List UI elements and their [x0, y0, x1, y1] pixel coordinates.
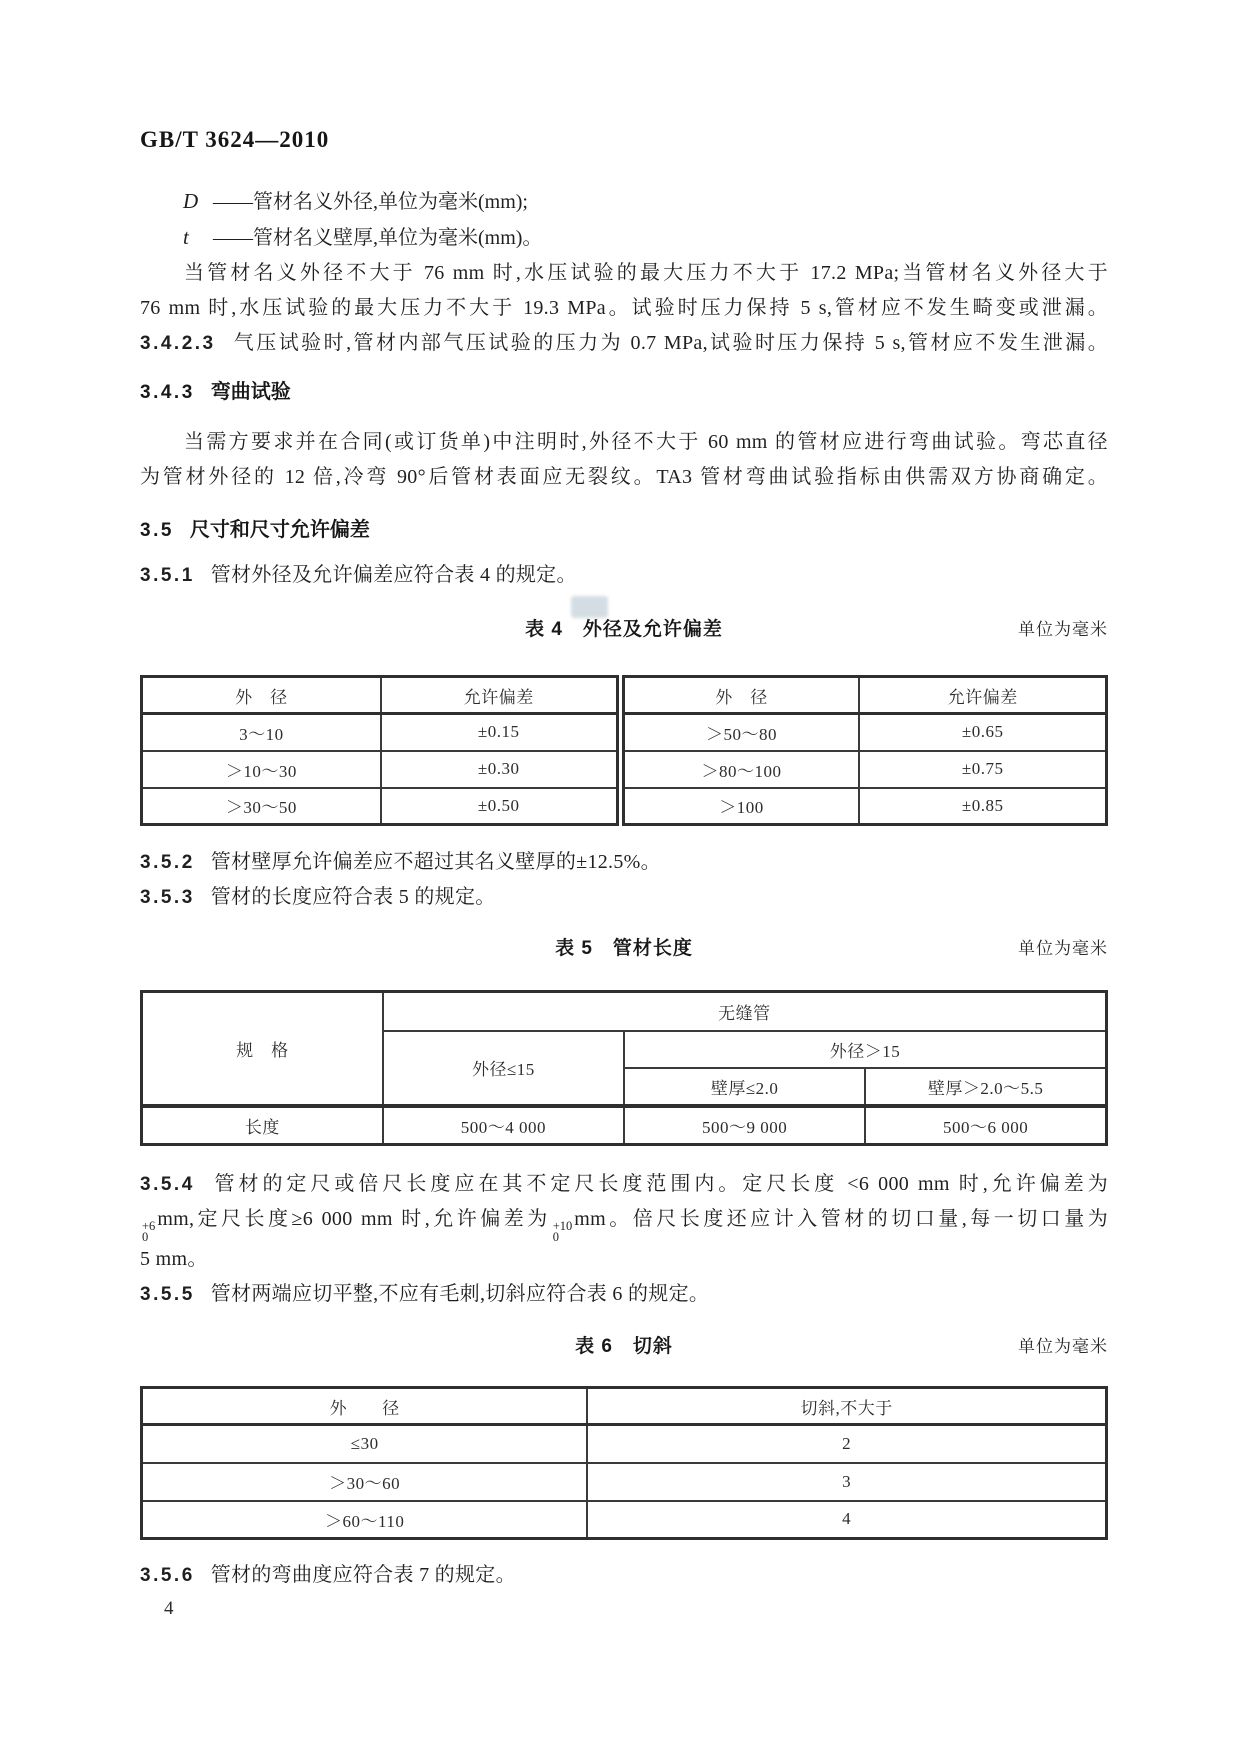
heading-3-5 [140, 513, 1108, 548]
table4-header-tol-left: 允许偏差 [381, 677, 620, 714]
table4-cell: 3～10 [142, 714, 381, 751]
definition-line-t [140, 220, 1108, 256]
table5-seamless-header: 无缝管 [383, 992, 1107, 1031]
table5-cell: 500～4 000 [383, 1106, 624, 1145]
symbol-t: t [183, 225, 189, 249]
table5-wall-gt20-header: 壁厚＞2.0～5.5 [865, 1068, 1106, 1106]
paragraph-hydro-line2: 76 mm 时,水压试验的最大压力不大于 19.3 MPa。试验时压力保持 5 s,管材应不发生畸变或泄漏。 [140, 297, 1108, 319]
definition-text: ——管材名义壁厚,单位为毫米(mm)。 [213, 227, 543, 249]
table4-cell: ＞100 [620, 788, 859, 825]
tolerance-sup: +10 [552, 1219, 573, 1233]
clause-3-5-5 [140, 1277, 1108, 1312]
tolerance-plus10-0 [553, 1221, 573, 1242]
clause-text: 管材壁厚允许偏差应不超过其名义壁厚的±12.5%。 [210, 851, 661, 873]
table5-cell: 500～6 000 [865, 1106, 1106, 1145]
table4-unit-label: 单位为毫米 [1018, 620, 1108, 639]
table4-header-od-left: 外 径 [142, 677, 381, 714]
table5-od-le15-header: 外径≤15 [383, 1031, 624, 1106]
table5-caption-row [140, 931, 1108, 966]
table-4-outer-diameter-tolerance [140, 675, 1108, 826]
table6-cell: ＞30～60 [142, 1463, 588, 1501]
table4-header-row [142, 677, 1107, 714]
table5-header-row1 [142, 992, 1107, 1031]
table-5-pipe-length [140, 990, 1108, 1146]
table4-cell: ±0.15 [381, 714, 620, 751]
table4-cell: ＞80～100 [620, 751, 859, 788]
paragraph-bend-line1: 当需方要求并在合同(或订货单)中注明时,外径不大于 60 mm 的管材应进行弯曲试验。弯芯直径 [184, 431, 1108, 453]
tolerance-plus6-0 [142, 1221, 155, 1242]
table6-row [142, 1501, 1107, 1539]
table5-wall-le20-header: 壁厚≤2.0 [624, 1068, 865, 1106]
table4-cell: ±0.65 [859, 714, 1106, 751]
heading-title: 尺寸和尺寸允许偏差 [189, 519, 370, 541]
page-content [140, 0, 1108, 1593]
table-6-cut-obliquity [140, 1386, 1108, 1540]
tolerance-sub: 0 [142, 1229, 149, 1244]
clause-3-5-1 [140, 558, 1108, 593]
table5-unit-label: 单位为毫米 [1018, 939, 1108, 958]
table4-row [142, 714, 1107, 751]
clause-text: 管材的长度应符合表 5 的规定。 [210, 886, 496, 908]
clause-3-5-2 [140, 845, 1108, 880]
table6-caption: 表 6 切斜 [575, 1336, 673, 1357]
table4-cell: ＞50～80 [620, 714, 859, 751]
clause-3-5-6 [140, 1558, 1108, 1593]
table4-cell: ±0.50 [381, 788, 620, 825]
table4-row [142, 788, 1107, 825]
table5-length-row [142, 1106, 1107, 1145]
tolerance-sub: 0 [552, 1229, 559, 1244]
table4-cell: ＞10～30 [142, 751, 381, 788]
table5-od-gt15-header: 外径＞15 [624, 1031, 1107, 1068]
heading-number: 3.5 [140, 520, 174, 541]
table6-caption-row [140, 1329, 1108, 1364]
standard-number: GB/T 3624—2010 [140, 127, 330, 152]
table5-cell: 500～9 000 [624, 1106, 865, 1145]
clause-3-5-4-line1 [140, 1167, 1108, 1202]
table6-header-obliquity: 切斜,不大于 [587, 1388, 1106, 1425]
clause-text: 气压试验时,管材内部气压试验的压力为 0.7 MPa,试验时压力保持 5 s,管材应不发生泄漏。 [231, 332, 1108, 354]
clause-text: 管材外径及允许偏差应符合表 4 的规定。 [210, 564, 577, 586]
heading-title: 弯曲试验 [210, 381, 291, 403]
table4-header-od-right: 外 径 [620, 677, 859, 714]
definition-line-d [140, 184, 1108, 220]
heading-number: 3.4.3 [140, 382, 195, 403]
scan-smudge-artifact [571, 596, 608, 618]
clause-number: 3.5.3 [140, 887, 195, 908]
clause-text: 管材的定尺或倍尺长度应在其不定尺长度范围内。定尺长度 <6 000 mm 时,允许偏差为 [210, 1173, 1108, 1195]
table4-cell: ±0.30 [381, 751, 620, 788]
table5-spec-header: 规 格 [142, 992, 383, 1106]
paragraph-bend-line2: 为管材外径的 12 倍,冷弯 90°后管材表面应无裂纹。TA3 管材弯曲试验指标由供需双方协商确定。 [140, 466, 1108, 488]
clause-number: 3.4.2.3 [140, 333, 216, 354]
clause-3-5-4-line2 [140, 1202, 1108, 1242]
table6-header-od: 外 径 [142, 1388, 588, 1425]
heading-3-4-3 [140, 375, 1108, 410]
table6-cell: ＞60～110 [142, 1501, 588, 1539]
clause-number: 3.5.5 [140, 1284, 195, 1305]
table4-cell: ±0.85 [859, 788, 1106, 825]
table5-row-label: 长度 [142, 1106, 383, 1145]
table6-row [142, 1463, 1107, 1501]
table4-caption-row [140, 612, 1108, 647]
clause-number: 3.5.1 [140, 565, 195, 586]
clause-text: mm。倍尺长度还应计入管材的切口量,每一切口量为 [574, 1208, 1108, 1230]
definition-text: ——管材名义外径,单位为毫米(mm); [213, 191, 528, 213]
clause-text: mm,定尺长度≥6 000 mm 时,允许偏差为 [157, 1208, 551, 1230]
clause-3-5-3 [140, 880, 1108, 915]
table6-cell: ≤30 [142, 1425, 588, 1463]
clause-3-4-2-3 [140, 326, 1108, 361]
table6-cell: 4 [587, 1501, 1106, 1539]
clause-number: 3.5.2 [140, 852, 195, 873]
table6-cell: 3 [587, 1463, 1106, 1501]
tolerance-sup: +6 [142, 1219, 156, 1233]
table4-row [142, 751, 1107, 788]
clause-3-5-4-line3: 5 mm。 [140, 1248, 208, 1270]
table6-unit-label: 单位为毫米 [1018, 1337, 1108, 1356]
table4-caption: 表 4 外径及允许偏差 [525, 619, 723, 640]
clause-number: 3.5.6 [140, 1565, 195, 1586]
table6-header-row [142, 1388, 1107, 1425]
table5-caption: 表 5 管材长度 [555, 938, 693, 959]
clause-text: 管材两端应切平整,不应有毛刺,切斜应符合表 6 的规定。 [210, 1283, 710, 1305]
clause-number: 3.5.4 [140, 1174, 195, 1195]
symbol-d: D [183, 189, 199, 213]
table4-cell: ＞30～50 [142, 788, 381, 825]
table4-cell: ±0.75 [859, 751, 1106, 788]
table6-cell: 2 [587, 1425, 1106, 1463]
page-number: 4 [164, 1598, 174, 1619]
table4-header-tol-right: 允许偏差 [859, 677, 1106, 714]
table6-row [142, 1425, 1107, 1463]
paragraph-hydro-line1: 当管材名义外径不大于 76 mm 时,水压试验的最大压力不大于 17.2 MPa;当管材名义外径大于 [184, 262, 1108, 284]
clause-text: 管材的弯曲度应符合表 7 的规定。 [210, 1564, 516, 1586]
